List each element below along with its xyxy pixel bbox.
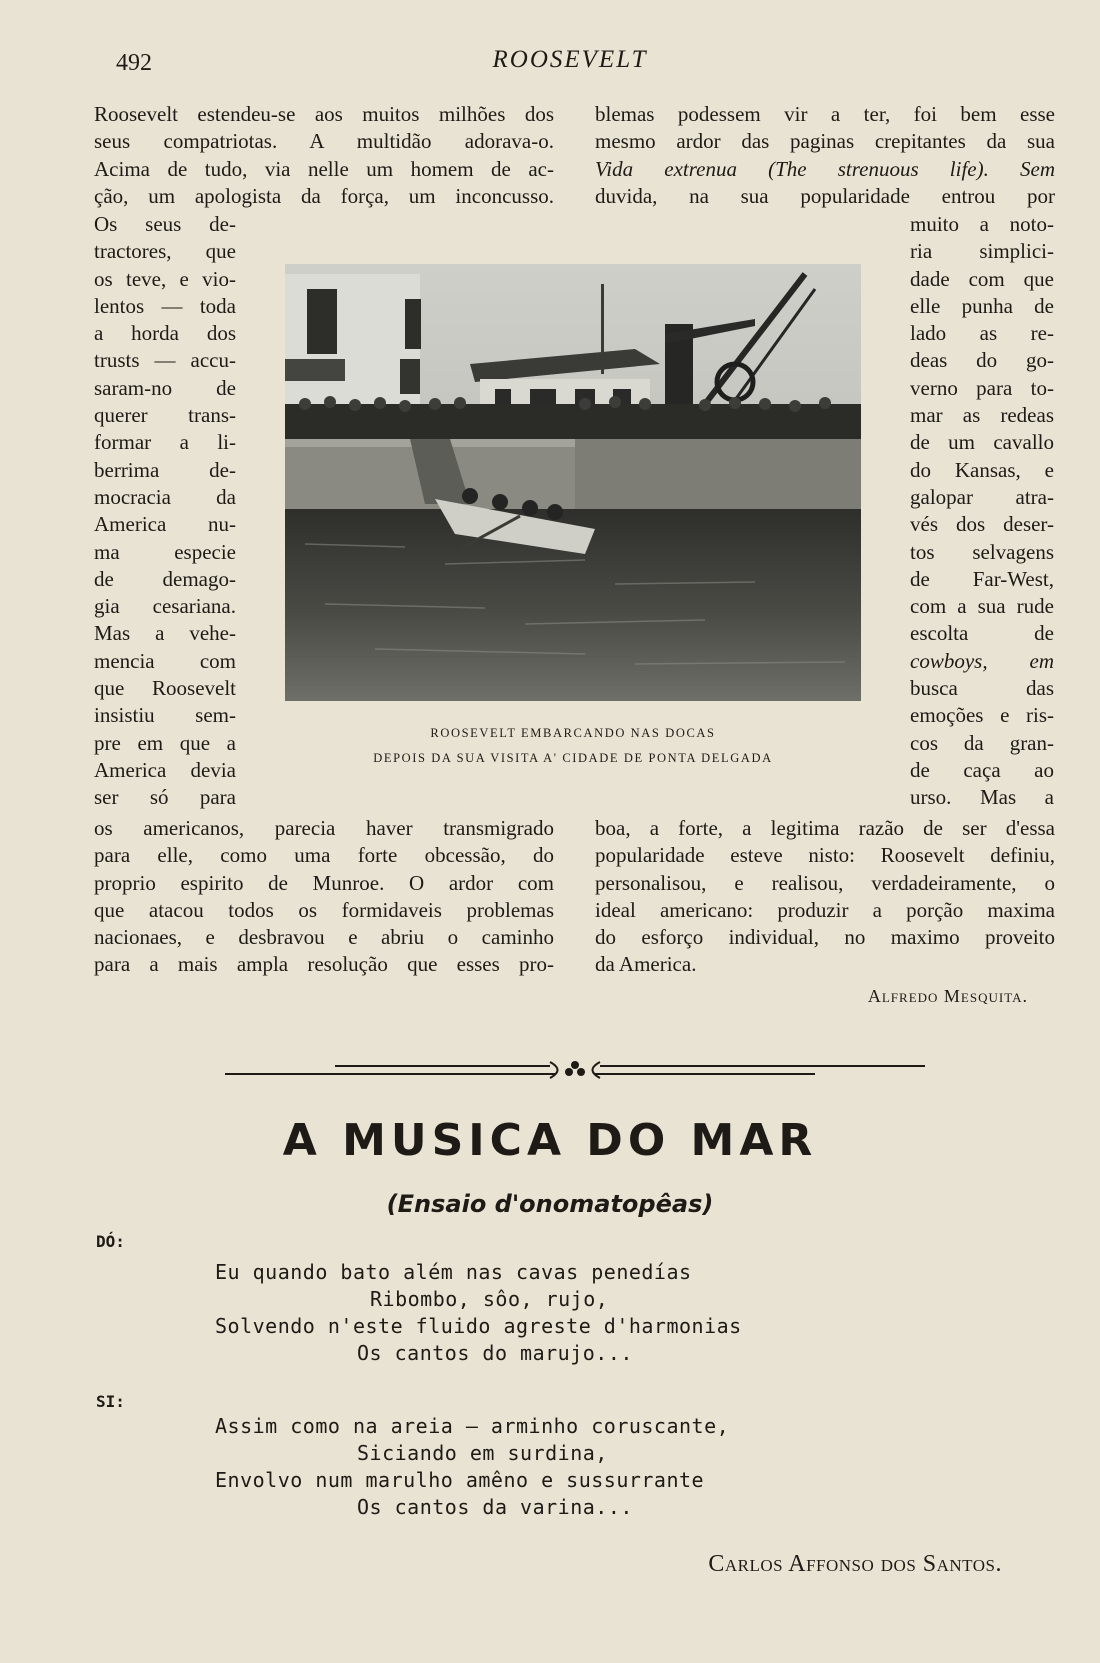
text-line: cos da gran- [910,730,1054,755]
text-line: ideal americano: produzir a porção maxima [595,897,1055,922]
text-line: boa, a forte, a legitima razão de ser d'essa [595,816,1055,840]
verse-line: Ribombo, sôo, rujo, [370,1287,609,1311]
photo-illustration [285,264,861,701]
text-line: escolta de [910,621,1054,646]
poem-subtitle: (Ensaio d'onomatopêas) [386,1190,714,1218]
text-line: do esforço individual, no maximo proveito [595,925,1055,950]
verse-line: Envolvo num marulho amêno e sussurrante [215,1468,705,1492]
text-line: Roosevelt estendeu-se aos muitos milhões dos [94,102,554,126]
poem-title: A MUSICA DO MAR [282,1115,818,1166]
running-title: ROOSEVELT [492,46,648,73]
poem-author: Carlos Affonso dos Santos. [708,1551,1002,1577]
article-column-left-bottom [94,815,554,979]
text-line: Acima de tudo, via nelle um homem de ac- [94,156,554,181]
text-line: blemas podessem vir a ter, foi bem esse [595,102,1055,126]
text-line: gia cesariana. [94,594,236,619]
dock-photograph [285,264,861,701]
text-line: ser só para [94,785,236,810]
text-line: querer trans- [94,403,236,428]
text-line: trusts — accu- [94,348,236,373]
text-line: urso. Mas a [910,785,1054,810]
verse-line: Solvendo n'este fluido agreste d'harmonias [215,1314,742,1338]
verse-line: Os cantos da varina... [357,1495,633,1519]
note-label-si: SI: [96,1392,125,1411]
article-column-left-narrow [94,211,236,812]
text-line: popularidade esteve nisto: Roosevelt definiu, [595,843,1055,868]
text-line: da America. [595,952,697,977]
verse-line: Assim como na areia — arminho coruscante, [215,1414,730,1438]
text-line: emoções e ris- [910,703,1054,728]
text-line: os americanos, parecia haver transmigrado [94,816,554,840]
text-line: os teve, e vio- [94,266,236,291]
text-line: America devia [94,757,236,782]
verse-line: Siciando em surdina, [357,1441,608,1465]
text-line: com a sua rude [910,594,1054,619]
text-line: cowboys, em [910,648,1054,673]
text-line: dade com que [910,266,1054,291]
text-line: verno para to- [910,375,1054,400]
text-line: tos selvagens [910,539,1054,564]
text-line: ção, um apologista da força, um inconcusso. [94,183,554,208]
text-line: insistiu sem- [94,703,236,728]
text-line: do Kansas, e [910,457,1054,482]
text-line: proprio espirito de Munroe. O ardor com [94,870,554,895]
text-line: personalisou, e realisou, verdadeiramente, o [595,870,1055,895]
article-signature: Alfredo Mesquita. [867,986,1028,1006]
text-line: ria simplici- [910,239,1054,264]
text-line: vés dos deser- [910,512,1054,537]
page-number: 492 [116,50,152,76]
text-line: Mas a vehe- [94,621,236,646]
text-line: berrima de- [94,457,236,482]
text-line: Vida extrenua (The strenuous life). Sem [595,156,1055,181]
text-line: de caça ao [910,757,1054,782]
text-line: nacionaes, e desbravou e abriu o caminho [94,925,554,950]
text-line: duvida, na sua popularidade entrou por [595,183,1055,208]
text-line: busca das [910,676,1054,701]
text-line: para a mais ampla resolução que esses pro- [94,952,554,977]
text-line: de um cavallo [910,430,1054,455]
text-line: mocracia da [94,484,236,509]
text-line: elle punha de [910,293,1054,318]
text-line: muito a noto- [910,212,1054,236]
article-column-right-narrow [910,211,1054,812]
text-line: de Far-West, [910,566,1054,591]
text-line: Os seus de- [94,212,236,236]
article-column-left-top [94,101,554,210]
verse-line: Os cantos do marujo... [357,1341,633,1365]
ornamental-divider [225,1052,925,1082]
text-line: de demago- [94,566,236,591]
article-column-right-top [595,101,1055,210]
text-line: deas do go- [910,348,1054,373]
text-line: tractores, que [94,239,236,264]
text-line: a horda dos [94,321,236,346]
text-line: mar as redeas [910,403,1054,428]
text-line: lentos — toda [94,293,236,318]
text-line: para elle, como uma forte obcessão, do [94,843,554,868]
text-line: pre em que a [94,730,236,755]
note-label-do: DÓ: [96,1232,125,1251]
text-line: formar a li- [94,430,236,455]
text-line: lado as re- [910,321,1054,346]
text-line: que atacou todos os formidaveis problemas [94,897,554,922]
verse-line: Eu quando bato além nas cavas penedías [215,1260,692,1284]
text-line: ma especie [94,539,236,564]
text-line: mencia com [94,648,236,673]
text-line: saram-no de [94,375,236,400]
article-column-right-bottom [595,815,1055,979]
text-line: galopar atra- [910,484,1054,509]
photo-caption-line-2: DEPOIS DA SUA VISITA A' CIDADE DE PONTA DELGADA [373,751,773,765]
photo-caption-line-1: ROOSEVELT EMBARCANDO NAS DOCAS [430,726,716,740]
text-line: mesmo ardor das paginas crepitantes da sua [595,129,1055,154]
text-line: seus compatriotas. A multidão adorava-o. [94,129,554,154]
text-line: America nu- [94,512,236,537]
text-line: que Roosevelt [94,676,236,701]
